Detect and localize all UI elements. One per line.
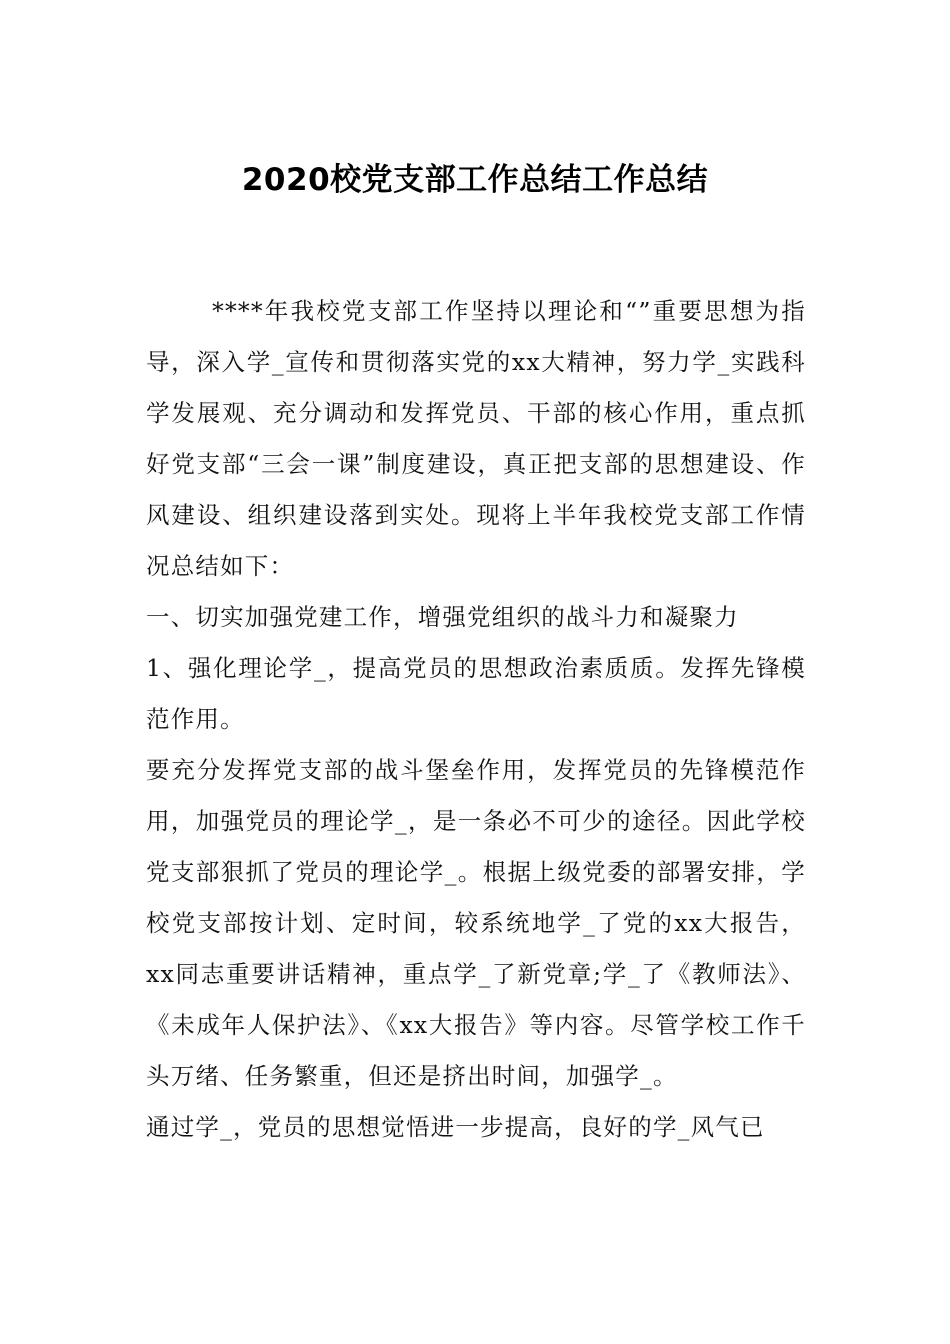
document-body <box>146 286 806 1153</box>
section-heading-1: 一、切实加强党建工作，增强党组织的战斗力和凝聚力 <box>146 603 739 631</box>
document-title: 2020校党支部工作总结工作总结 <box>241 162 709 198</box>
subsection-heading-1: 1、强化理论学_，提高党员的思想政治素质质。发挥先锋模范作用。 <box>146 654 806 733</box>
paragraph-intro: ****年我校党支部工作坚持以理论和“”重要思想为指导，深入学_宣传和贯彻落实党的xx大精神，努力学_实践科学发展观、充分调动和发挥党员、干部的核心作用，重点抓好党支部“三会一课”制度建设，真正把支部的思想建设、作风建设、组织建设落到实处。现将上半年我校党支部工作情况总结如下： <box>146 297 806 580</box>
paragraph-study: 要充分发挥党支部的战斗堡垒作用，发挥党员的先锋模范作用，加强党员的理论学_，是一条必不可少的途径。因此学校党支部狠抓了党员的理论学_。根据上级党委的部署安排，学校党支部按计划、定时间，较系统地学_了党的xx大报告，xx同志重要讲话精神，重点学_了新党章;学_了《教师法》、《未成年人保护法》、《xx大报告》等内容。尽管学校工作千头万绪、任务繁重，但还是挤出时间，加强学_。 <box>146 756 806 1090</box>
paragraph-result: 通过学_，党员的思想觉悟进一步提高，良好的学_风气已 <box>146 1113 765 1141</box>
